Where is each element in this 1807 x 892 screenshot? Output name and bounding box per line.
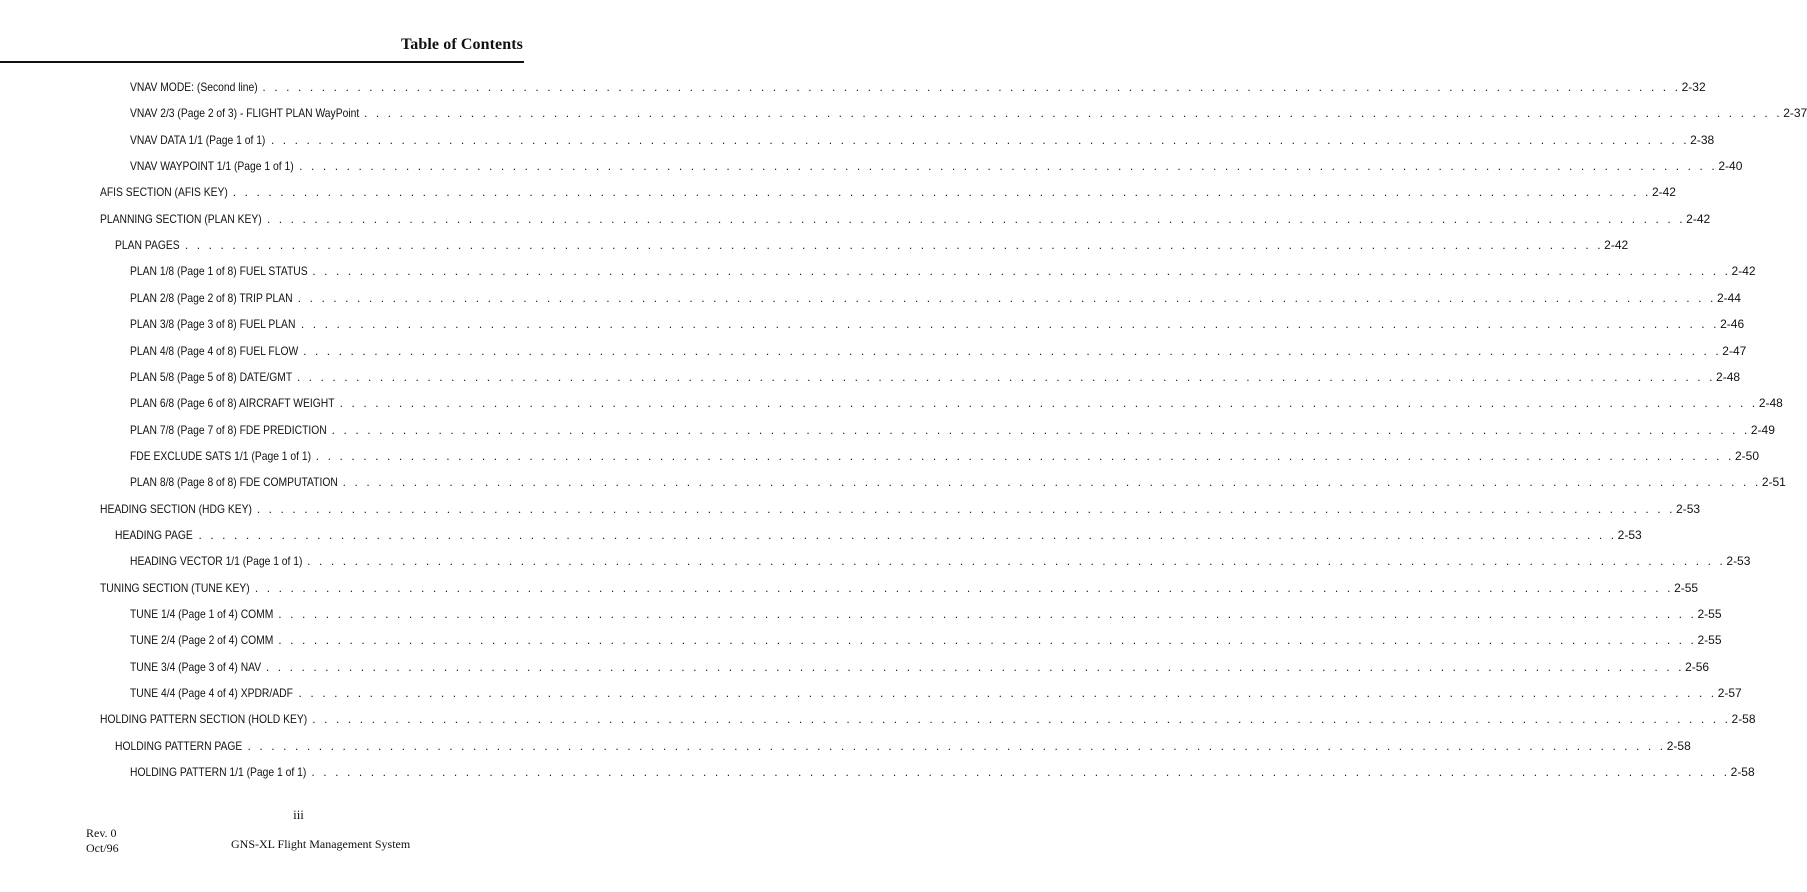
toc-entry-label: PLAN 4/8 (Page 4 of 8) FUEL FLOW: [130, 343, 299, 358]
toc-entry[interactable]: [115, 527, 1642, 542]
toc-leader-dots: . . . . . . . . . . . . . . . . . . . . . . . . . . . . . . . . . . . . . . . . . . . . . . . . . . . . . . . . . . . . . . . . . . . . . . . . . . . . . . . . . . . . . . . . . . . . . . . . . . . . . . . . . . . . . . . . . . . . . . . .: [297, 290, 1716, 305]
toc-leader-dots: . . . . . . . . . . . . . . . . . . . . . . . . . . . . . . . . . . . . . . . . . . . . . . . . . . . . . . . . . . . . . . . . . . . . . . . . . . . . . . . . . . . . . . . . . . . . . . . . . . . . . . . . . . . . . . . . . . . . . . . .: [312, 264, 1731, 279]
header-divider: [0, 61, 524, 63]
toc-entry-label: PLAN PAGES: [115, 238, 180, 253]
toc-entry[interactable]: [130, 554, 1751, 569]
toc-entry[interactable]: [100, 211, 1711, 226]
toc-entry-page: 2-56: [1685, 659, 1710, 674]
toc-entry-page: 2-46: [1720, 317, 1745, 332]
toc-entry-label: TUNING SECTION (TUNE KEY): [100, 580, 250, 595]
toc-leader-dots: . . . . . . . . . . . . . . . . . . . . . . . . . . . . . . . . . . . . . . . . . . . . . . . . . . . . . . . . . . . . . . . . . . . . . . . . . . . . . . . . . . . . . . . . . . . . . . . . . . . . . . . . . . . . . . . . . . . . . . . .: [300, 317, 1720, 332]
toc-leader-dots: . . . . . . . . . . . . . . . . . . . . . . . . . . . . . . . . . . . . . . . . . . . . . . . . . . . . . . . . . . . . . . . . . . . . . . . . . . . . . . . . . . . . . . . . . . . . . . . . . . . . . . . . . . . . . . . . . . . . . . . .: [232, 185, 1651, 200]
toc-entry-page: 2-49: [1750, 422, 1775, 437]
toc-leader-dots: . . . . . . . . . . . . . . . . . . . . . . . . . . . . . . . . . . . . . . . . . . . . . . . . . . . . . . . . . . . . . . . . . . . . . . . . . . . . . . . . . . . . . . . . . . . . . . . . . . . . . . . . . . . . . . . . . . . . . . . .: [266, 211, 1686, 226]
toc-entry-page: 2-55: [1697, 633, 1722, 648]
toc-leader-dots: . . . . . . . . . . . . . . . . . . . . . . . . . . . . . . . . . . . . . . . . . . . . . . . . . . . . . . . . . . . . . . . . . . . . . . . . . . . . . . . . . . . . . . . . . . . . . . . . . . . . . . . . . . . . . . . . . . . . . . . .: [312, 712, 1731, 727]
toc-entry[interactable]: [130, 264, 1756, 279]
toc-entry-label: TUNE 1/4 (Page 1 of 4) COMM: [130, 607, 274, 621]
toc-leader-dots: . . . . . . . . . . . . . . . . . . . . . . . . . . . . . . . . . . . . . . . . . . . . . . . . . . . . . . . . . . . . . . . . . . . . . . . . . . . . . . . . . . . . . . . . . . . . . . . . . . . . . . . . . . . . . . . . . . . . . . . .: [278, 633, 1697, 648]
toc-entry[interactable]: [130, 659, 1710, 674]
toc-entry-page: 2-55: [1697, 607, 1722, 621]
toc-entry-page: 2-42: [1686, 211, 1711, 226]
toc-entry-page: 2-32: [1681, 80, 1706, 94]
toc-entry-page: 2-57: [1717, 686, 1742, 701]
toc-leader-dots: . . . . . . . . . . . . . . . . . . . . . . . . . . . . . . . . . . . . . . . . . . . . . . . . . . . . . . . . . . . . . . . . . . . . . . . . . . . . . . . . . . . . . . . . . . . . . . . . . . . . . . . . . . . . . . . . . . . . . . . .: [363, 106, 1783, 121]
toc-entry-label: HOLDING PATTERN SECTION (HOLD KEY): [100, 712, 308, 727]
toc-entry[interactable]: [100, 712, 1756, 727]
toc-entry-label: HEADING PAGE: [115, 527, 193, 542]
toc-leader-dots: . . . . . . . . . . . . . . . . . . . . . . . . . . . . . . . . . . . . . . . . . . . . . . . . . . . . . . . . . . . . . . . . . . . . . . . . . . . . . . . . . . . . . . . . . . . . . . . . . . . . . . . . . . . . . . . . . . . . . . . .: [296, 369, 1716, 384]
toc-entry-label: HEADING VECTOR 1/1 (Page 1 of 1): [130, 554, 303, 569]
toc-entry-page: 2-58: [1666, 738, 1691, 753]
toc-leader-dots: . . . . . . . . . . . . . . . . . . . . . . . . . . . . . . . . . . . . . . . . . . . . . . . . . . . . . . . . . . . . . . . . . . . . . . . . . . . . . . . . . . . . . . . . . . . . . . . . . . . . . . . . . . . . . . . . . . . . . . . .: [339, 396, 1758, 411]
toc-leader-dots: . . . . . . . . . . . . . . . . . . . . . . . . . . . . . . . . . . . . . . . . . . . . . . . . . . . . . . . . . . . . . . . . . . . . . . . . . . . . . . . . . . . . . . . . . . . . . . . . . . . . . . . . . . . . . . . . . . . . . . . .: [265, 659, 1685, 674]
toc-entry-page: 2-42: [1604, 238, 1629, 253]
toc-leader-dots: . . . . . . . . . . . . . . . . . . . . . . . . . . . . . . . . . . . . . . . . . . . . . . . . . . . . . . . . . . . . . . . . . . . . . . . . . . . . . . . . . . . . . . . . . . . . . . . . . . . . . . . . . . . . . . . . . . . . . . . .: [247, 738, 1666, 753]
toc-entry-label: FDE EXCLUDE SATS 1/1 (Page 1 of 1): [130, 448, 312, 463]
toc-entry-label: VNAV WAYPOINT 1/1 (Page 1 of 1): [130, 159, 294, 174]
toc-leader-dots: . . . . . . . . . . . . . . . . . . . . . . . . . . . . . . . . . . . . . . . . . . . . . . . . . . . . . . . . . . . . . . . . . . . . . . . . . . . . . . . . . . . . . . . . . . . . . . . . . . . . . . . . . . . . . . . . . . . . . . . .: [184, 238, 1604, 253]
toc-entry-page: 2-42: [1731, 264, 1756, 279]
toc-entry-page: 2-51: [1761, 475, 1786, 490]
toc-leader-dots: . . . . . . . . . . . . . . . . . . . . . . . . . . . . . . . . . . . . . . . . . . . . . . . . . . . . . . . . . . . . . . . . . . . . . . . . . . . . . . . . . . . . . . . . . . . . . . . . . . . . . . . . . . . . . . . . . . . . . . . .: [315, 448, 1734, 463]
toc-leader-dots: . . . . . . . . . . . . . . . . . . . . . . . . . . . . . . . . . . . . . . . . . . . . . . . . . . . . . . . . . . . . . . . . . . . . . . . . . . . . . . . . . . . . . . . . . . . . . . . . . . . . . . . . . . . . . . . . . . . . . . . .: [256, 501, 1676, 516]
toc-entry[interactable]: [115, 738, 1691, 753]
toc-leader-dots: . . . . . . . . . . . . . . . . . . . . . . . . . . . . . . . . . . . . . . . . . . . . . . . . . . . . . . . . . . . . . . . . . . . . . . . . . . . . . . . . . . . . . . . . . . . . . . . . . . . . . . . . . . . . . . . . . . . . . . . .: [303, 343, 1722, 358]
revision-label: Rev. 0: [86, 826, 117, 840]
toc-leader-dots: . . . . . . . . . . . . . . . . . . . . . . . . . . . . . . . . . . . . . . . . . . . . . . . . . . . . . . . . . . . . . . . . . . . . . . . . . . . . . . . . . . . . . . . . . . . . . . . . . . . . . . . . . . . . . . . . . . . . . . . .: [307, 554, 1726, 569]
toc-entry-label: PLAN 7/8 (Page 7 of 8) FDE PREDICTION: [130, 422, 327, 437]
toc-entry-label: PLAN 3/8 (Page 3 of 8) FUEL PLAN: [130, 317, 296, 332]
toc-entry-label: VNAV 2/3 (Page 2 of 3) - FLIGHT PLAN WayPoint: [130, 106, 360, 121]
toc-entry-label: PLAN 6/8 (Page 6 of 8) AIRCRAFT WEIGHT: [130, 396, 335, 411]
footer-title: GNS-XL Flight Management System: [231, 837, 411, 851]
toc-entry-page: 2-42: [1651, 185, 1676, 200]
toc-entry-label: TUNE 4/4 (Page 4 of 4) XPDR/ADF: [130, 686, 293, 701]
toc-entry[interactable]: [130, 132, 1715, 147]
page-header-title: Table of Contents: [400, 36, 523, 53]
toc-entry[interactable]: [100, 580, 1699, 595]
toc-entry[interactable]: [130, 686, 1742, 701]
toc-entry-page: 2-48: [1716, 369, 1741, 384]
toc-entry-page: 2-55: [1674, 580, 1699, 595]
toc-leader-dots: . . . . . . . . . . . . . . . . . . . . . . . . . . . . . . . . . . . . . . . . . . . . . . . . . . . . . . . . . . . . . . . . . . . . . . . . . . . . . . . . . . . . . . . . . . . . . . . . . . . . . . . . . . . . . . . . . . . . . . . .: [278, 607, 1697, 621]
toc-leader-dots: . . . . . . . . . . . . . . . . . . . . . . . . . . . . . . . . . . . . . . . . . . . . . . . . . . . . . . . . . . . . . . . . . . . . . . . . . . . . . . . . . . . . . . . . . . . . . . . . . . . . . . . . . . . . . . . . . . . . . . . .: [198, 527, 1617, 542]
toc-leader-dots: . . . . . . . . . . . . . . . . . . . . . . . . . . . . . . . . . . . . . . . . . . . . . . . . . . . . . . . . . . . . . . . . . . . . . . . . . . . . . . . . . . . . . . . . . . . . . . . . . . . . . . . . . . . . . . . . . . . . . . . .: [331, 422, 1750, 437]
toc-entry[interactable]: [130, 159, 1743, 174]
toc-entry-label: HOLDING PATTERN PAGE: [115, 738, 243, 753]
toc-entry[interactable]: [130, 290, 1741, 305]
toc-entry[interactable]: [130, 106, 1807, 121]
toc-entry-page: 2-50: [1734, 448, 1760, 463]
toc-entry-label: PLAN 8/8 (Page 8 of 8) FDE COMPUTATION: [130, 475, 338, 490]
toc-entry-label: HEADING SECTION (HDG KEY): [100, 501, 252, 516]
toc-entry-page: 2-53: [1726, 554, 1751, 569]
toc-entry[interactable]: [130, 80, 1706, 94]
toc-leader-dots: . . . . . . . . . . . . . . . . . . . . . . . . . . . . . . . . . . . . . . . . . . . . . . . . . . . . . . . . . . . . . . . . . . . . . . . . . . . . . . . . . . . . . . . . . . . . . . . . . . . . . . . . . . . . . . . . . . . . . . . .: [342, 475, 1761, 490]
toc-leader-dots: . . . . . . . . . . . . . . . . . . . . . . . . . . . . . . . . . . . . . . . . . . . . . . . . . . . . . . . . . . . . . . . . . . . . . . . . . . . . . . . . . . . . . . . . . . . . . . . . . . . . . . . . . . . . . . . . . . . . . . . .: [311, 765, 1730, 780]
toc-entry[interactable]: [130, 422, 1775, 437]
toc-entry[interactable]: [130, 343, 1747, 358]
toc-leader-dots: . . . . . . . . . . . . . . . . . . . . . . . . . . . . . . . . . . . . . . . . . . . . . . . . . . . . . . . . . . . . . . . . . . . . . . . . . . . . . . . . . . . . . . . . . . . . . . . . . . . . . . . . . . . . . . . . . . . . . . . .: [254, 580, 1674, 595]
toc-entry[interactable]: [130, 607, 1722, 621]
toc-leader-dots: . . . . . . . . . . . . . . . . . . . . . . . . . . . . . . . . . . . . . . . . . . . . . . . . . . . . . . . . . . . . . . . . . . . . . . . . . . . . . . . . . . . . . . . . . . . . . . . . . . . . . . . . . . . . . . . . . . . . . . . .: [298, 686, 1717, 701]
toc-entry-label: VNAV MODE: (Second line): [130, 80, 258, 94]
toc-entry-page: 2-47: [1722, 343, 1747, 358]
revision-block: [86, 826, 119, 856]
toc-entry[interactable]: [130, 369, 1741, 384]
toc-leader-dots: . . . . . . . . . . . . . . . . . . . . . . . . . . . . . . . . . . . . . . . . . . . . . . . . . . . . . . . . . . . . . . . . . . . . . . . . . . . . . . . . . . . . . . . . . . . . . . . . . . . . . . . . . . . . . . . . . . . . . . . .: [299, 159, 1718, 174]
toc-entry[interactable]: [115, 238, 1629, 253]
toc-entry[interactable]: [130, 448, 1760, 463]
toc-leader-dots: . . . . . . . . . . . . . . . . . . . . . . . . . . . . . . . . . . . . . . . . . . . . . . . . . . . . . . . . . . . . . . . . . . . . . . . . . . . . . . . . . . . . . . . . . . . . . . . . . . . . . . . . . . . . . . . . . . . . . . . .: [262, 80, 1681, 94]
toc-entry-page: 2-37: [1783, 106, 1807, 121]
toc-entry-label: AFIS SECTION (AFIS KEY): [100, 185, 228, 200]
toc-entry-label: PLAN 5/8 (Page 5 of 8) DATE/GMT: [130, 369, 293, 384]
toc-entry-page: 2-38: [1690, 132, 1715, 147]
revision-date: Oct/96: [86, 841, 119, 855]
toc-entry-label: HOLDING PATTERN 1/1 (Page 1 of 1): [130, 765, 307, 780]
page-number: iii: [293, 807, 304, 822]
toc-entry-page: 2-48: [1758, 396, 1783, 411]
toc-entry[interactable]: [130, 396, 1783, 411]
toc-entry-page: 2-53: [1676, 501, 1701, 516]
toc-leader-dots: . . . . . . . . . . . . . . . . . . . . . . . . . . . . . . . . . . . . . . . . . . . . . . . . . . . . . . . . . . . . . . . . . . . . . . . . . . . . . . . . . . . . . . . . . . . . . . . . . . . . . . . . . . . . . . . . . . . . . . . .: [270, 132, 1690, 147]
toc-entry-page: 2-53: [1617, 527, 1642, 542]
toc-entry-label: VNAV DATA 1/1 (Page 1 of 1): [130, 132, 266, 147]
toc-entry-page: 2-58: [1731, 712, 1756, 727]
toc-entry-label: PLAN 1/8 (Page 1 of 8) FUEL STATUS: [130, 264, 308, 279]
toc-entry[interactable]: [100, 501, 1701, 516]
toc-entry-label: PLANNING SECTION (PLAN KEY): [100, 211, 262, 226]
toc-entry-label: TUNE 3/4 (Page 3 of 4) NAV: [130, 659, 262, 674]
toc-entry-page: 2-58: [1730, 765, 1755, 780]
toc-entry[interactable]: [130, 475, 1786, 490]
toc-entry-page: 2-40: [1718, 159, 1743, 174]
toc-entry[interactable]: [130, 633, 1722, 648]
toc-entry[interactable]: [130, 765, 1755, 780]
toc-entry-label: TUNE 2/4 (Page 2 of 4) COMM: [130, 633, 274, 648]
toc-entry-page: 2-44: [1716, 290, 1741, 305]
toc-entry-label: PLAN 2/8 (Page 2 of 8) TRIP PLAN: [130, 290, 293, 305]
toc-entry[interactable]: [100, 185, 1676, 200]
toc-entry[interactable]: [130, 317, 1745, 332]
